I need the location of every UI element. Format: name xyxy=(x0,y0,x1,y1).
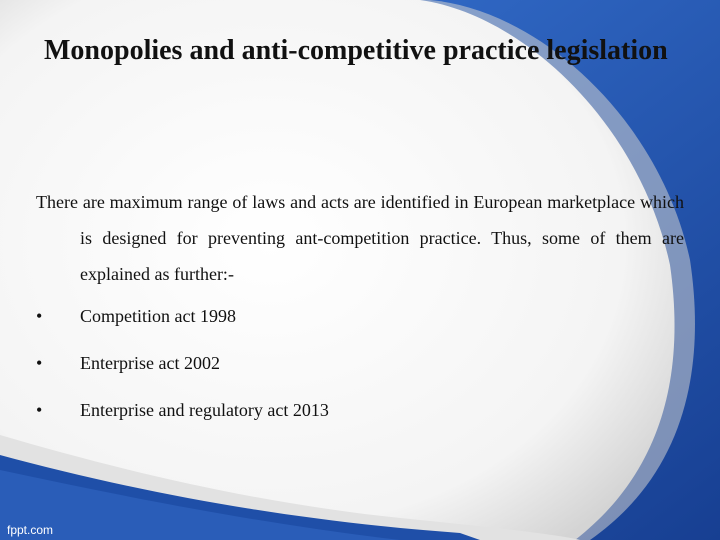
bullet-text: Competition act 1998 xyxy=(80,306,236,326)
slide-title: Monopolies and anti-competitive practice legislation xyxy=(44,35,668,66)
bullet-icon: • xyxy=(36,306,43,326)
bullet-icon: • xyxy=(36,353,43,373)
bullet-item xyxy=(36,345,684,392)
bullet-text: Enterprise act 2002 xyxy=(80,353,220,373)
footer-logo: fppt.com xyxy=(7,523,54,537)
bullet-item xyxy=(36,392,684,439)
bullet-icon: • xyxy=(36,400,43,420)
bullet-list xyxy=(36,298,684,439)
slide-body xyxy=(36,184,684,439)
bullet-item xyxy=(36,298,684,345)
intro-paragraph: There are maximum range of laws and acts are identified in European marketplace which is designed for preventing ant-competition practice. Thus, some of them are explained as further:- xyxy=(36,192,684,284)
bullet-text: Enterprise and regulatory act 2013 xyxy=(80,400,329,420)
